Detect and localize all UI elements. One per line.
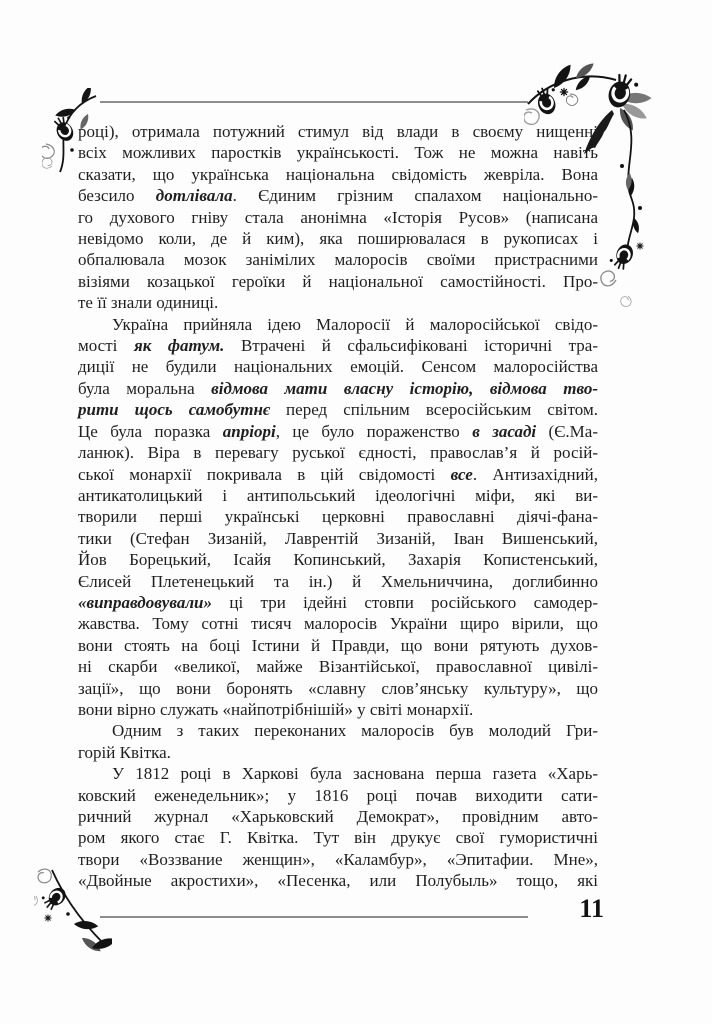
body-text: , це було пораженство [275, 421, 473, 441]
body-text: ковский еженедельник»; у 1816 році почав виходити сати- [78, 785, 598, 805]
body-text: році), отримала потужний стимул від влади в своєму нищенні [78, 122, 598, 141]
emphasis-text: як фатум. [133, 336, 225, 356]
page-number: 11 [579, 894, 604, 923]
body-text: Йов Борецький, Ісайя Копинський, Захарія Копистенський, [78, 550, 598, 570]
text-line [78, 613, 598, 634]
body-text: вони вірно служать «найпотрібнішій» у світі монархії. [78, 699, 474, 719]
emphasis-text: відмова мати власну історію, відмова тво- [211, 378, 598, 398]
text-line [78, 207, 598, 228]
text-line [78, 142, 598, 163]
body-text: (Є.Ма- [536, 421, 599, 441]
text-line [78, 292, 598, 313]
body-text: Це була поразка [78, 421, 223, 441]
text-line [78, 785, 598, 806]
text-line [78, 870, 598, 891]
body-text: твори «Воззвание женщин», «Каламбур», «Эпитафии. Мне», [78, 849, 598, 869]
body-text: Втрачені й сфальсифіковані історичні тра- [224, 336, 598, 356]
body-text: жавства. Тому сотні тисяч малоросів України щиро вірили, що [78, 614, 598, 634]
body-text: . Єдиним грізним спалахом національно- [232, 186, 598, 206]
emphasis-text: апріорі [222, 421, 276, 441]
text-line [78, 249, 598, 270]
body-text: безсило [78, 186, 156, 206]
text-line [78, 164, 598, 185]
body-text: Україна прийняла ідею Малоросії й малоросійської свідо- [112, 314, 598, 334]
emphasis-text: все [450, 464, 473, 484]
emphasis-text: дотлівала [155, 186, 233, 206]
text-line [78, 699, 598, 720]
body-text: горій Квітка. [78, 742, 171, 762]
emphasis-text: в засаді [472, 421, 537, 441]
text-line [78, 827, 598, 848]
text-line [78, 185, 598, 206]
body-text: тики (Стефан Зизаній, Лаврентій Зизаній, Іван Вишенський, [78, 528, 598, 548]
text-line [78, 485, 598, 506]
text-line [78, 763, 598, 784]
header-rule [100, 101, 528, 103]
floral-ornament-bottom-left-icon [34, 858, 112, 963]
text-line [78, 228, 598, 249]
body-text: вони стоять на боці Істини й Правди, що вони рятують духов- [78, 635, 598, 655]
body-text: Одним з таких переконаних малоросів був молодий Гри- [112, 721, 598, 741]
text-line [78, 571, 598, 592]
text-line [78, 335, 598, 356]
text-line [78, 314, 598, 335]
text-line [78, 506, 598, 527]
text-line [78, 378, 598, 399]
text-line [78, 399, 598, 420]
body-text: «Двойные акростихи», «Песенка, или Полубыль» тощо, які [78, 871, 598, 891]
body-text: перед спільним всеросійським світом. [270, 400, 598, 420]
body-text: творили перші українські церковні православні діячі-фана- [78, 507, 598, 527]
text-block [78, 121, 598, 892]
text-line [78, 742, 598, 763]
body-text: ром якого стає Г. Квітка. Тут він друкує свої гумористичні [78, 828, 598, 848]
body-text: те її знали одиниці. [78, 293, 219, 313]
body-text: диції не будили національних емоцій. Сенсом малоросійства [78, 357, 598, 377]
body-text: ні скарби «великої, майже Візантійської, православної цивілі- [78, 657, 598, 677]
body-text: мості [78, 336, 134, 356]
text-line [78, 720, 598, 741]
body-text: го духового гніву стала анонімна «Історія Русов» (написана [78, 207, 598, 227]
body-text: всіх можливих паростків українськості. Тож не можна навіть [78, 143, 598, 163]
body-text: У 1812 році в Харкові була заснована перша газета «Харь- [112, 764, 598, 784]
emphasis-text: «виправдовували» [78, 592, 213, 612]
text-line [78, 442, 598, 463]
body-text: ричний журнал «Харьковский Демократ», провідним авто- [78, 807, 598, 826]
text-line [78, 528, 598, 549]
text-line [78, 656, 598, 677]
text-line [78, 678, 598, 699]
text-line [78, 271, 598, 292]
body-text: візіями козацької героїки й національної самостійності. Про- [78, 271, 598, 291]
text-line [78, 549, 598, 570]
body-text: Єлисей Плетенецький та ін.) й Хмельниччина, доглибинно [78, 571, 598, 591]
text-line [78, 356, 598, 377]
footer-rule [100, 916, 528, 918]
body-text: сказати, що українська національна свідомість жевріла. Вона [78, 164, 598, 184]
text-line [78, 635, 598, 656]
body-text: . Антизахідний, [472, 464, 598, 484]
body-text: ської монархії покривала в цій свідомості [78, 464, 451, 484]
body-text: ланюк). Віра в перевагу руської єдності, православ’я й росій- [78, 443, 598, 463]
emphasis-text: рити щось самобутнє [78, 400, 270, 420]
text-line [78, 121, 598, 142]
body-text: ці три ідейні стовпи російського самодер- [212, 592, 598, 612]
body-text: була моральна [78, 378, 212, 398]
body-text: зації», що вони боронять «славну слов’янську культуру», що [78, 678, 598, 698]
body-text: обпалювала мозок занімілих малоросів своїми пристрасними [78, 250, 598, 270]
text-line [78, 464, 598, 485]
body-text: антикатолицький і антипольський ідеологічні міфи, які ви- [78, 485, 598, 505]
text-line [78, 806, 598, 827]
body-text: невідомо коли, де й ким), яка поширювалася в рукописах і [78, 229, 598, 249]
text-line [78, 849, 598, 870]
text-line [78, 421, 598, 442]
text-line [78, 592, 598, 613]
